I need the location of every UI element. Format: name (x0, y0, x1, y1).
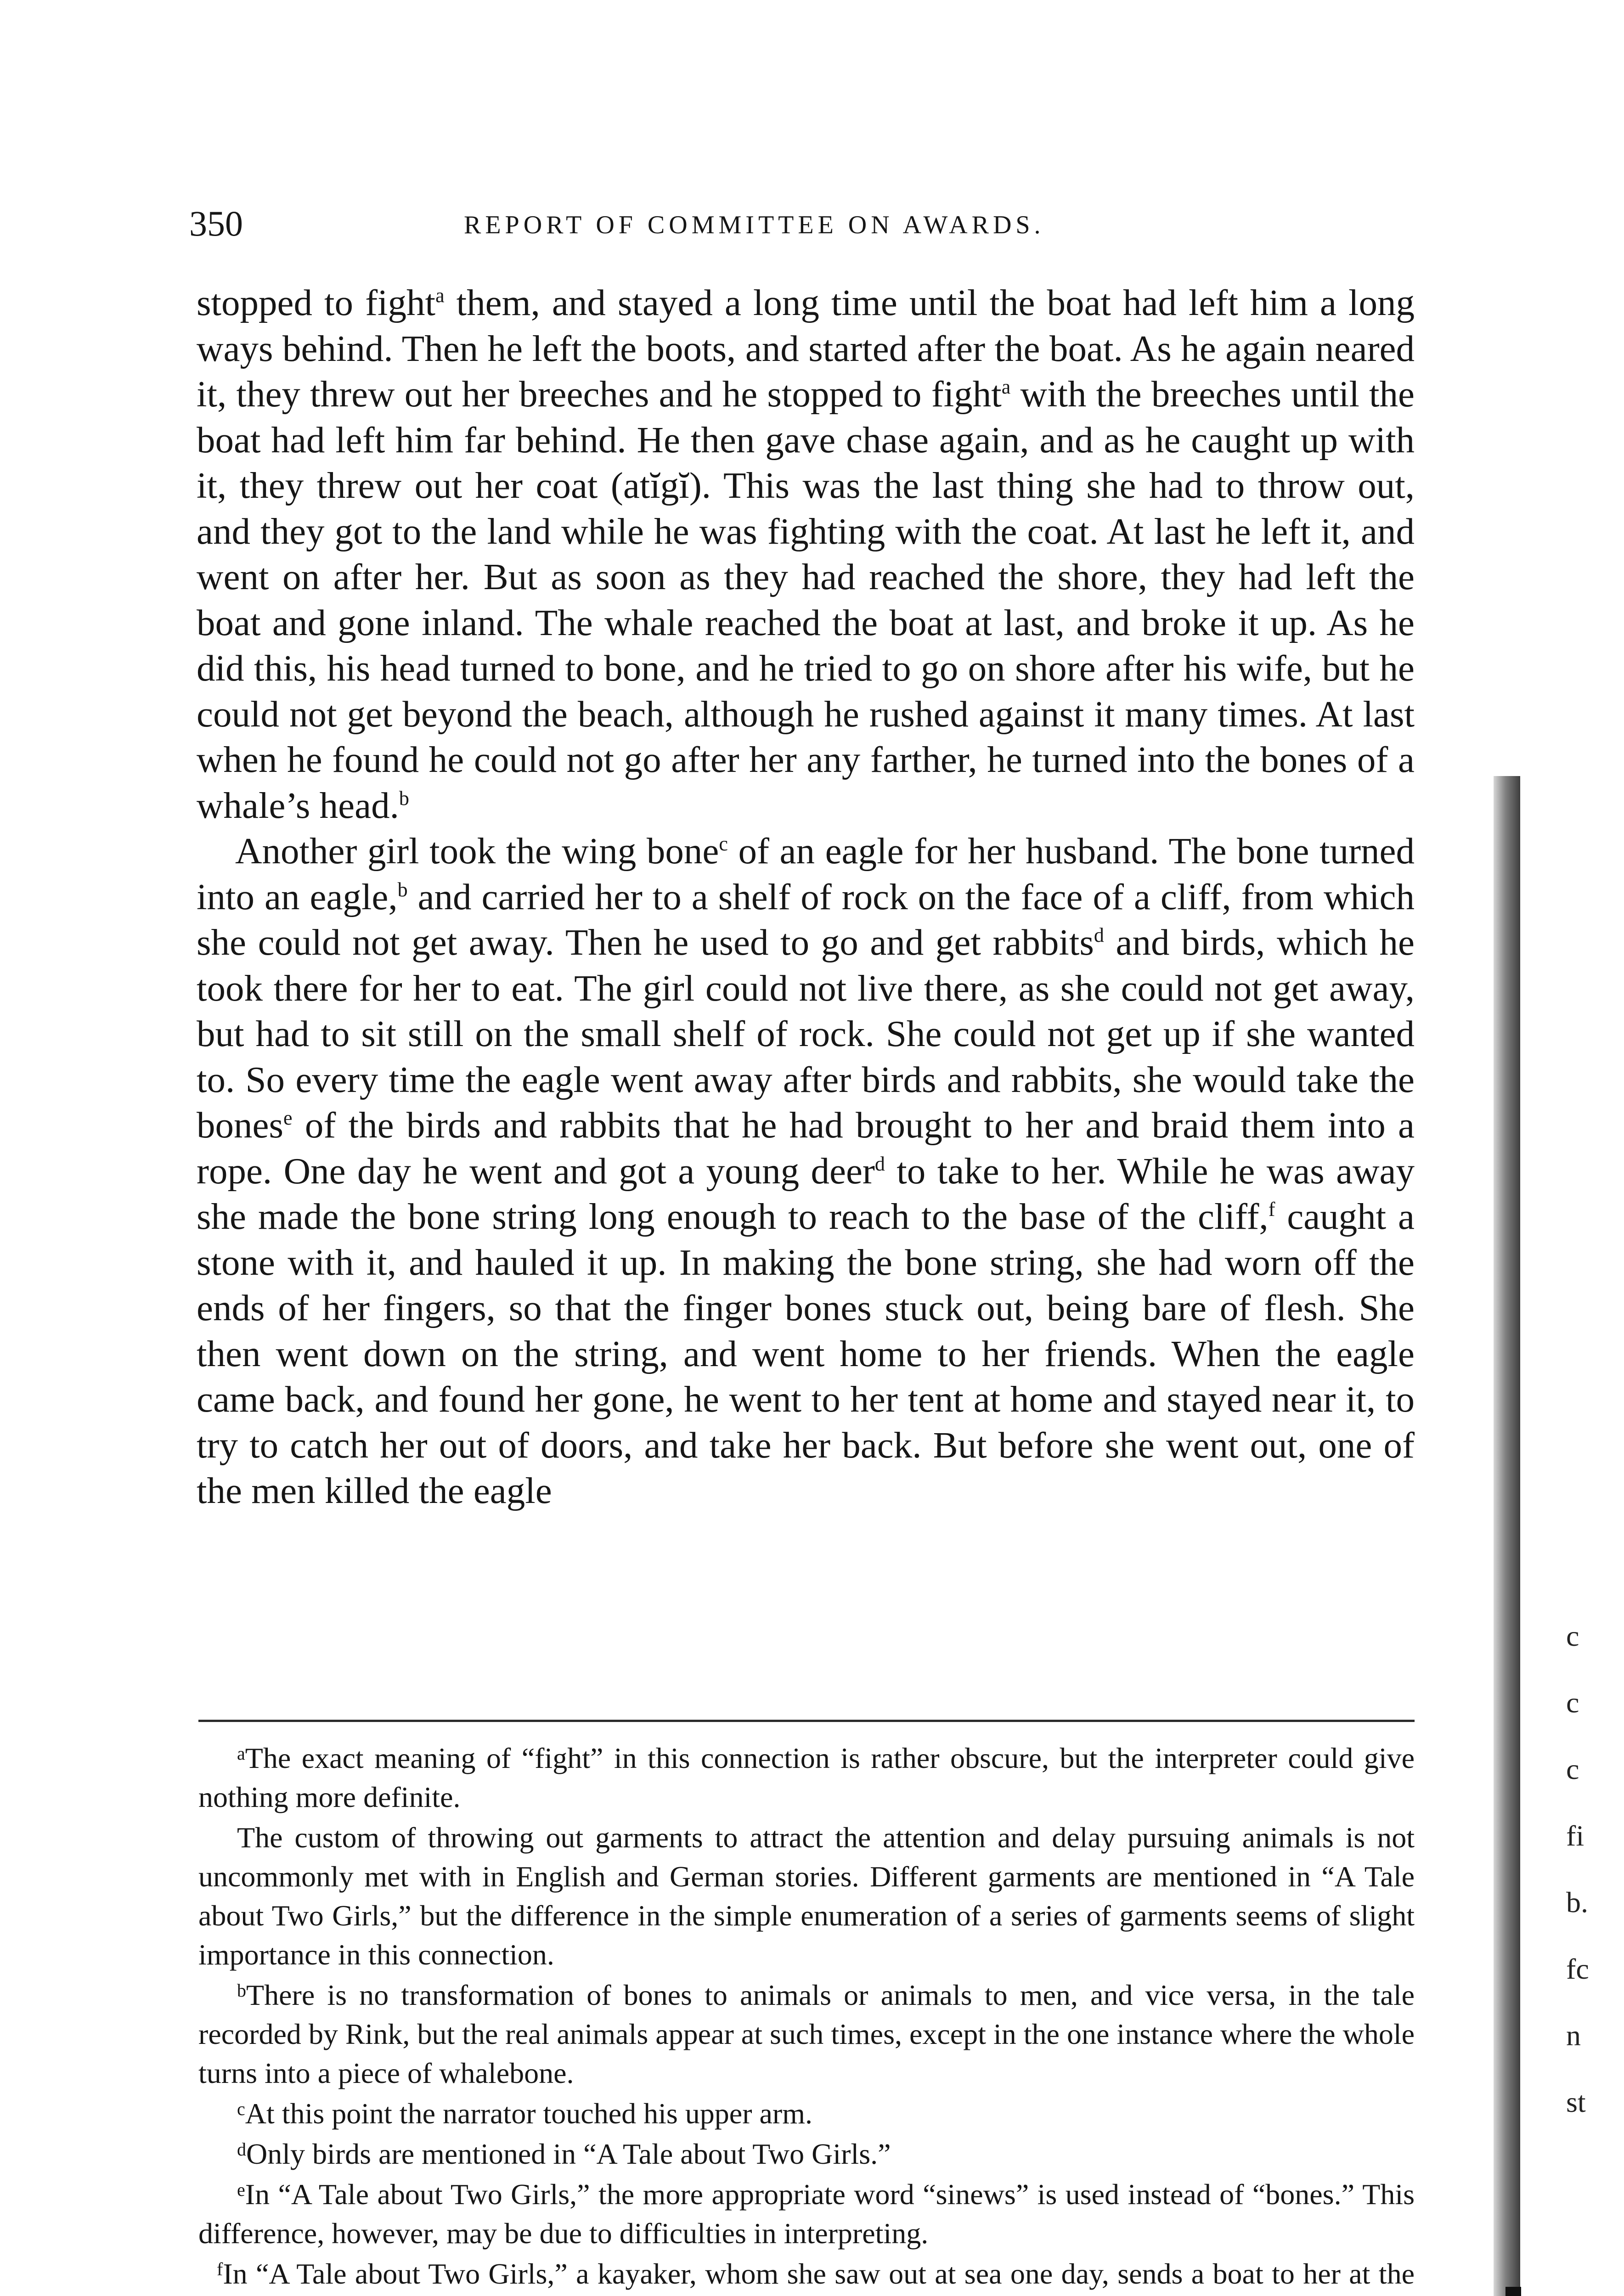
footnote-f (198, 2254, 1415, 2296)
footnote-marker: c (237, 2099, 245, 2119)
binding-shadow (1494, 776, 1520, 2296)
facing-fragment: fi (1566, 1819, 1585, 1852)
footnote-text: Only birds are mentioned in “A Tale about Two Girls.” (246, 2138, 891, 2170)
facing-fragment: n (1566, 2019, 1581, 2052)
footnote-c (198, 2094, 1415, 2133)
footnote-ref-e: e (283, 1107, 293, 1129)
text-run: and birds, which he took there for her to eat. The girl could not live there, as she could not get away, but had to sit still on the small shelf of rock. She could not get up if she wanted to. So every time the eagle went away after birds and rabbits, she would take the bones (197, 922, 1415, 1146)
footnote-marker: d (237, 2139, 246, 2160)
footnote-marker: e (237, 2179, 245, 2200)
text-run: and carried her to a shelf of rock on the face of a cliff, from which she could not get away. Then he used to go and get rabbits (197, 876, 1415, 963)
facing-fragment: fc (1566, 1953, 1589, 1985)
paragraph-1 (197, 280, 1415, 828)
footnote-text: The custom of throwing out garments to attract the attention and delay pursuing animals is not uncommonly met with in English and German stories. Different garments are mentioned in “A Tale about Two Girls,” but the difference in the simple enumeration of a series of garments seems of slight importance in this connection. (198, 1821, 1415, 1971)
footnote-text: In “A Tale about Two Girls,” the more appropriate word “sinews” is used instead of “bones.” This difference, however, may be due to difficulties in interpreting. (198, 2178, 1415, 2250)
footnote-marker: a (237, 1743, 245, 1764)
facing-fragment: b. (1566, 1886, 1588, 1919)
footnote-ref-b: b (399, 787, 409, 810)
footnote-text: There is no transformation of bones to animals or animals to men, and vice versa, in the tale recorded by Rink, but the real animals appear at such times, except in the one instance where the whole turns into a piece of whalebone. (198, 1979, 1415, 2089)
footnote-marker: f (217, 2259, 223, 2279)
footnote-ref-d: d (874, 1152, 885, 1175)
footnote-ref-c: c (719, 833, 728, 855)
facing-page-fragments (1566, 1603, 1617, 2135)
footnote-text: The exact meaning of “fight” in this connection is rather obscure, but the interpreter could give nothing more definite. (198, 1742, 1415, 1813)
footnote-a (198, 1739, 1415, 1817)
facing-fragment: c (1566, 1753, 1579, 1785)
text-run: with the breeches until the boat had left him far behind. He then gave chase again, and as he caught up with it, they threw out her coat (atĭgĭ). This was the last thing she had to throw out, and they got to the land while he was fighting with the coat. At last he left it, and went on after her. But as soon as they had reached the shore, they had left the boat and gone inland. The whale reached the boat at last, and broke it up. As he did this, his head turned to bone, and he tried to go on shore after his wife, but he could not get beyond the beach, although he rushed against it many times. At last when he found he could not go after her any farther, he turned into the bones of a whale’s head. (197, 373, 1415, 826)
paragraph-2 (197, 828, 1415, 1514)
footnote-e (198, 2175, 1415, 2253)
footnote-b (198, 1975, 1415, 2093)
footnote-ref-f: f (1268, 1198, 1275, 1221)
footnote-ref-a: a (1001, 376, 1011, 398)
running-head: REPORT OF COMMITTEE ON AWARDS. (464, 211, 1045, 239)
footnote-text: At this point the narrator touched his upper arm. (245, 2097, 813, 2130)
page-number: 350 (189, 203, 243, 243)
text-run: them, and stayed a long time until the boat had left him a long ways behind. Then he left the boots, and started after the boat. As he again neared it, they threw out her breeches and he stopped to fight (197, 282, 1415, 415)
footnote-ref-d: d (1094, 924, 1104, 946)
facing-fragment: c (1566, 1686, 1579, 1719)
facing-fragment: st (1566, 2086, 1586, 2118)
footnotes (198, 1739, 1415, 2296)
footnote-text: In “A Tale about Two Girls,” a kayaker, whom she saw out at sea one day, sends a boat to her at the (223, 2257, 1415, 2290)
facing-fragment: c (1566, 1620, 1579, 1652)
footnote-ref-a: a (435, 284, 445, 307)
footnote-d (198, 2134, 1415, 2173)
text-run: caught a stone with it, and hauled it up. In making the bone string, she had worn off the ends of her fingers, so that the finger bones stuck out, being bare of flesh. She then went down on the string, and went home to her friends. When the eagle came back, and found her gone, he went to her tent at home and stayed near it, to try to catch her out of doors, and take her back. But before she went out, one of the men killed the eagle (197, 1196, 1415, 1511)
text-run: stopped to fight (197, 282, 436, 323)
footnote-ref-b: b (397, 878, 408, 901)
footnote-marker: b (237, 1980, 246, 2001)
text-run: of an eagle for her husband. The bone turned into an eagle, (197, 830, 1415, 917)
text-run: of the birds and rabbits that he had brought to her and braid them into a rope. One day he went and got a young deer (197, 1104, 1415, 1192)
main-text (197, 280, 1415, 1514)
footnote-a-continued (198, 1818, 1415, 1974)
binding-shadow-dark (1506, 2287, 1521, 2296)
footnote-divider (198, 1720, 1415, 1722)
text-run: Another girl took the wing bone (235, 830, 719, 872)
text-run: to take to her. While he was away she made the bone string long enough to reach to the base of the cliff, (197, 1150, 1415, 1237)
